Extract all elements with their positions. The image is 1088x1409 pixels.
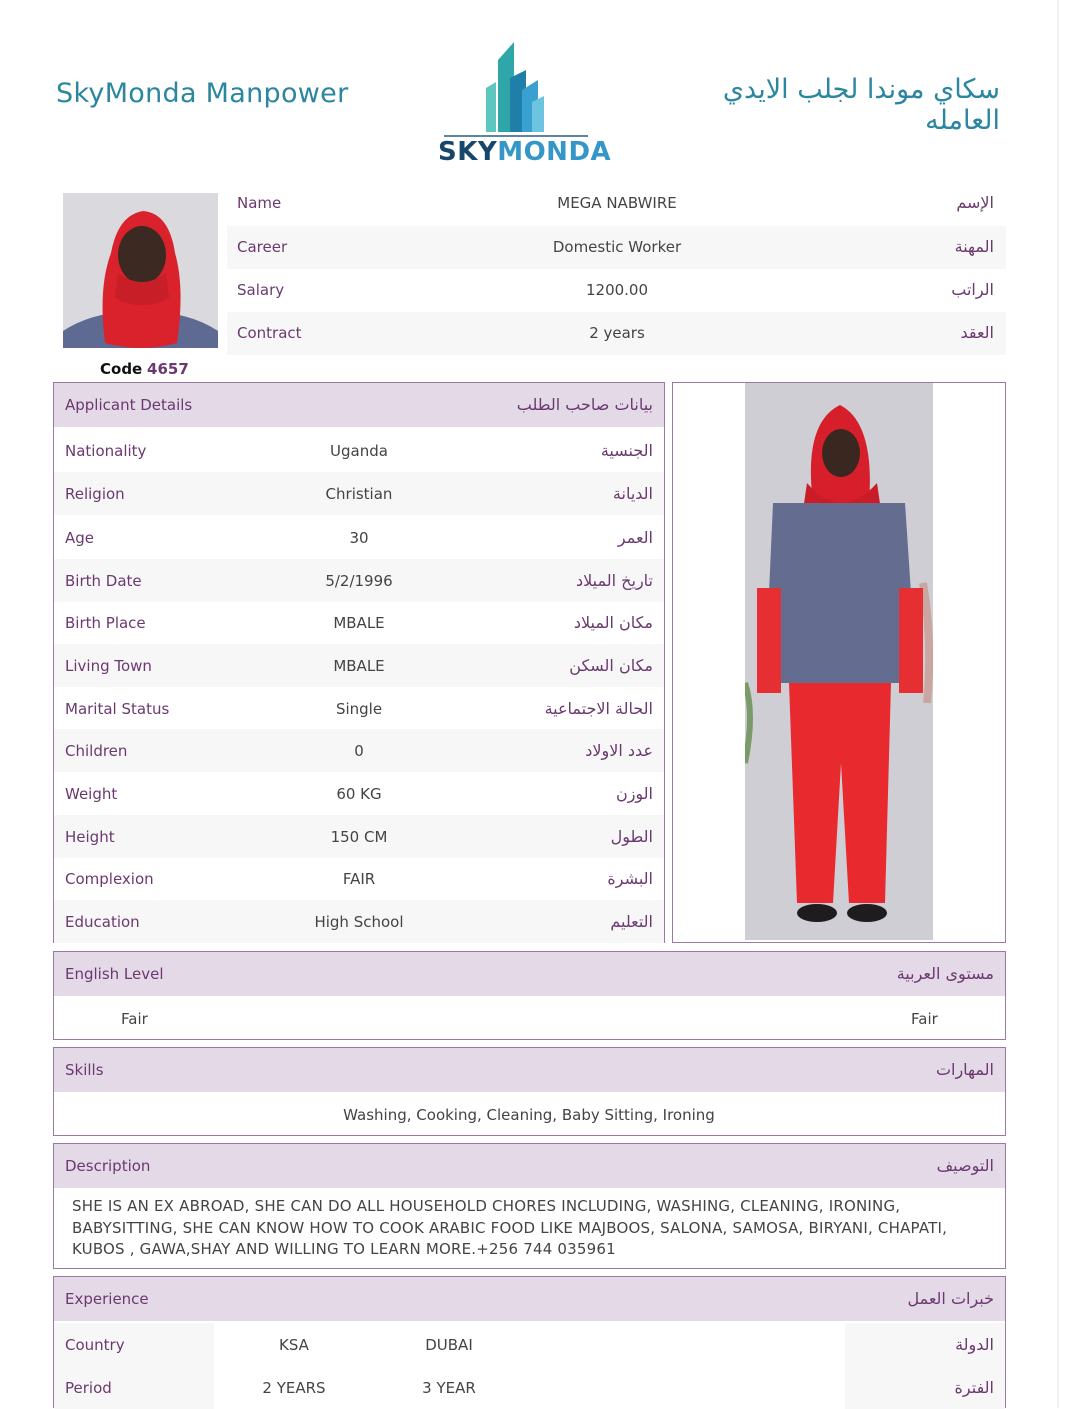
- detail-row-marital-status: Marital Status Single الحالة الاجتماعية: [65, 699, 653, 718]
- detail-row-complexion: Complexion FAIR البشرة: [65, 869, 653, 888]
- detail-row-age: Age 30 العمر: [65, 528, 653, 547]
- detail-row-children: Children 0 عدد الاولاد: [54, 729, 664, 772]
- logo-wordmark: SKYMONDA: [438, 137, 612, 167]
- detail-row-living-town: Living Town MBALE مكان السكن: [54, 644, 664, 687]
- brand-name-ar: سكاي موندا لجلب الايدي العامله: [722, 74, 1000, 136]
- skills-header: Skills المهارات: [54, 1048, 1005, 1092]
- full-body-photo-panel: [672, 382, 1006, 943]
- description-panel: [53, 1143, 1006, 1269]
- profile-row-salary: Salary 1200.00 الراتب: [237, 280, 994, 299]
- detail-row-religion: Religion Christian الديانة: [54, 472, 664, 515]
- description-text: SHE IS AN EX ABROAD, SHE CAN DO ALL HOUSEHOLD CHORES INCLUDING, WASHING, CLEANING, IRONING, BABYSITTING, SHE CAN KNOW HOW TO COOK ARABIC FOOD LIKE MAJBOOS, SALONA, SAMOSA, BIRYANI, CHAPATI, KUBOS , GAWA,SHAY AND WILLING TO LEARN MORE.+256 744 035961: [72, 1197, 948, 1258]
- detail-row-education: Education High School التعليم: [54, 900, 664, 943]
- detail-row-birth-date: Birth Date 5/2/1996 تاريخ الميلاد: [54, 559, 664, 602]
- detail-row-nationality: Nationality Uganda الجنسية: [65, 441, 653, 460]
- brand-name-en: SkyMonda Manpower: [56, 78, 349, 109]
- experience-row-period: Period 2 YEARS 3 YEAR الفترة: [54, 1366, 1005, 1409]
- experience-header: Experience خبرات العمل: [54, 1277, 1005, 1321]
- profile-row-contract: Contract 2 years العقد: [227, 312, 1006, 355]
- experience-row-country: Country KSA DUBAI الدولة: [54, 1323, 1005, 1366]
- english-level-value: Fair: [121, 1010, 148, 1028]
- applicant-portrait-photo: [63, 193, 218, 348]
- applicant-full-body-photo: [745, 383, 933, 940]
- applicant-details-panel: [53, 382, 665, 943]
- applicant-code: Code 4657: [100, 360, 189, 378]
- skills-list: Washing, Cooking, Cleaning, Baby Sitting, Ironing: [343, 1106, 715, 1124]
- arabic-level-value: Fair: [911, 1010, 938, 1028]
- detail-row-birth-place: Birth Place MBALE مكان الميلاد: [65, 613, 653, 632]
- skills-panel: [53, 1047, 1006, 1136]
- language-level-header: English Level مستوى العربية: [54, 952, 1005, 996]
- experience-panel: [53, 1276, 1006, 1408]
- detail-row-weight: Weight 60 KG الوزن: [65, 784, 653, 803]
- profile-row-name: Name MEGA NABWIRE الإسم: [237, 193, 994, 212]
- applicant-details-header: Applicant Details بيانات صاحب الطلب: [54, 383, 664, 427]
- description-header: Description التوصيف: [54, 1144, 1005, 1188]
- detail-row-height: Height 150 CM الطول: [54, 815, 664, 858]
- language-level-panel: [53, 951, 1006, 1040]
- page-right-edge: [1057, 0, 1059, 1408]
- profile-row-career: Career Domestic Worker المهنة: [227, 226, 1006, 269]
